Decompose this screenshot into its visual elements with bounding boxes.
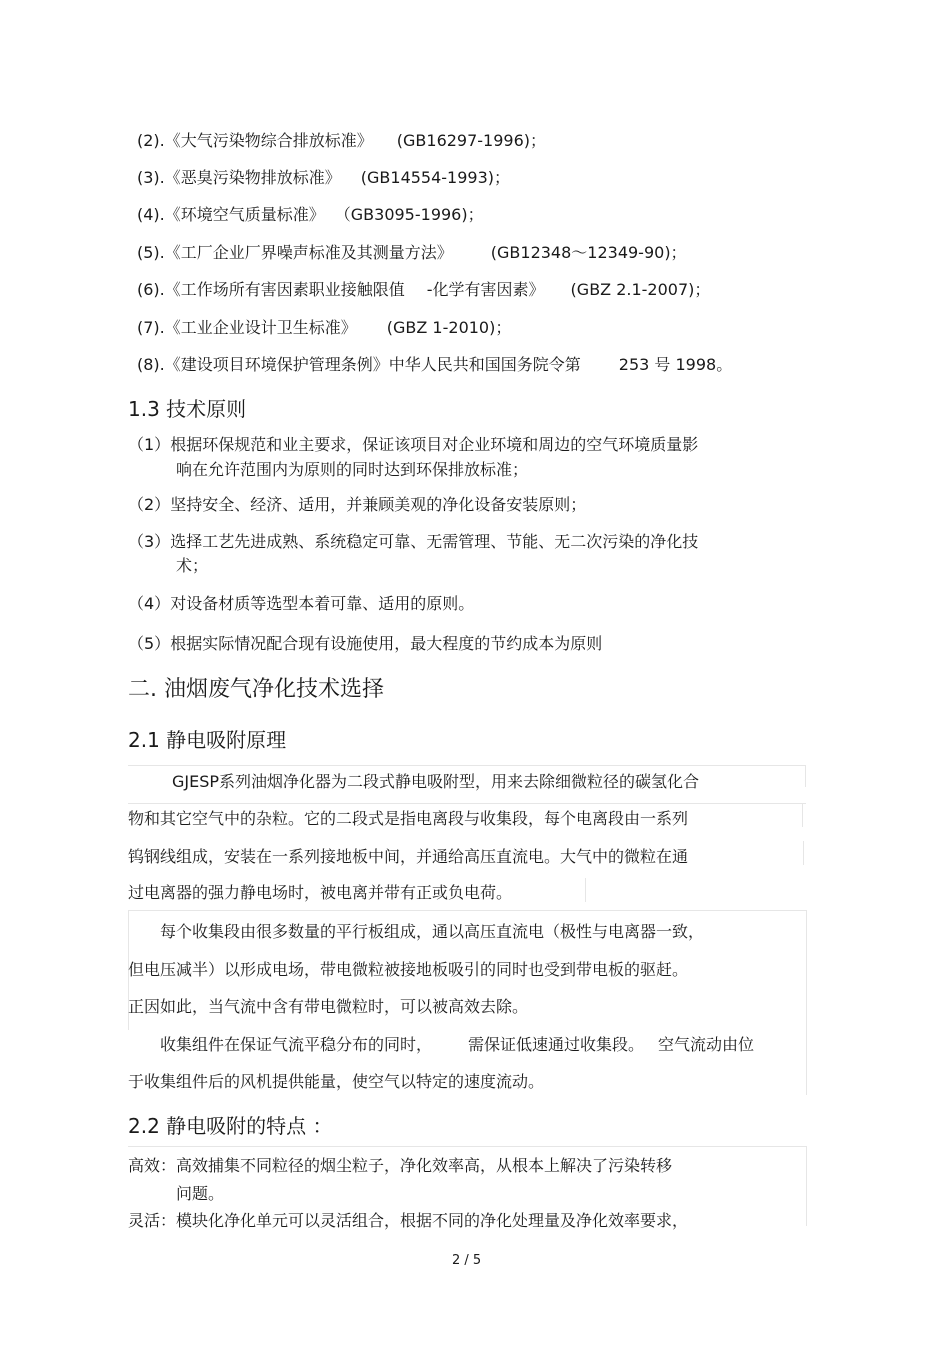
section-heading-1-3: 1.3 技术原则 [128, 397, 247, 421]
feature-item: 灵活：模块化净化单元可以灵活组合，根据不同的净化处理量及净化效率要求， [128, 1211, 689, 1230]
frame-line [802, 803, 803, 827]
standard-item: (6).《工作场所有害因素职业接触限值 -化学有害因素》 (GBZ 2.1-2007)； [137, 280, 711, 299]
frame-line [128, 765, 806, 766]
principle-item-continuation: 响在允许范围内为原则的同时达到环保排放标准； [176, 460, 529, 479]
principle-item: （4）对设备材质等选型本着可靠、适用的原则。 [128, 594, 475, 613]
paragraph-line: 于收集组件后的风机提供能量，使空气以特定的速度流动。 [128, 1072, 545, 1091]
frame-line [128, 803, 806, 804]
feature-item-continuation: 问题。 [176, 1184, 225, 1203]
chapter-heading-2: 二. 油烟废气净化技术选择 [128, 677, 384, 702]
paragraph-line: 物和其它空气中的杂粒。它的二段式是指电离段与收集段，每个电离段由一系列 [128, 809, 689, 828]
feature-item: 高效：高效捕集不同粒径的烟尘粒子，净化效率高，从根本上解决了污染转移 [128, 1156, 673, 1175]
standard-item: (2).《大气污染物综合排放标准》 (GB16297-1996)； [137, 131, 547, 150]
frame-line [585, 878, 586, 902]
frame-line [806, 910, 807, 1095]
paragraph-line: 但电压减半）以形成电场，带电微粒被接地板吸引的同时也受到带电板的驱赶。 [128, 960, 689, 979]
paragraph-line: 收集组件在保证气流平稳分布的同时， 需保证低速通过收集段。 空气流动由位 [160, 1035, 755, 1054]
paragraph-line: 每个收集段由很多数量的平行板组成，通以高压直流电（极性与电离器一致， [160, 922, 705, 941]
page-number: 2 / 5 [452, 1253, 482, 1268]
standard-item: (4).《环境空气质量标准》 （GB3095-1996)； [137, 205, 484, 224]
section-heading-2-2: 2.2 静电吸附的特点 ： [128, 1114, 333, 1138]
frame-line [128, 910, 806, 911]
frame-line [805, 765, 806, 787]
frame-line [806, 1146, 807, 1226]
principle-item: （3）选择工艺先进成熟、系统稳定可靠、无需管理、节能、无二次污染的净化技 [128, 532, 699, 551]
standard-item: (5).《工厂企业厂界噪声标准及其测量方法》 (GB12348～12349-90)； [137, 243, 687, 262]
standard-item: (8).《建设项目环境保护管理条例》中华人民共和国国务院令第 253 号 1998。 [137, 355, 733, 374]
standard-item: (3).《恶臭污染物排放标准》 (GB14554-1993)； [137, 168, 511, 187]
principle-item-continuation: 术； [176, 556, 209, 575]
standard-item: (7).《工业企业设计卫生标准》 (GBZ 1-2010)； [137, 318, 512, 337]
principle-item: （1）根据环保规范和业主要求，保证该项目对企业环境和周边的空气环境质量影 [128, 435, 699, 454]
paragraph-line: 正因如此，当气流中含有带电微粒时，可以被高效去除。 [128, 997, 529, 1016]
section-heading-2-1: 2.1 静电吸附原理 [128, 728, 287, 752]
frame-line [128, 1146, 806, 1147]
paragraph-line: 钨钢线组成，安装在一系列接地板中间，并通给高压直流电。大气中的微粒在通 [128, 847, 689, 866]
principle-item: （5）根据实际情况配合现有设施使用，最大程度的节约成本为原则 [128, 634, 603, 653]
paragraph-line: 过电离器的强力静电场时，被电离并带有正或负电荷。 [128, 883, 513, 902]
frame-line [803, 841, 804, 865]
principle-item: （2）坚持安全、经济、适用，并兼顾美观的净化设备安装原则； [128, 495, 587, 514]
paragraph-line: GJESP系列油烟净化器为二段式静电吸附型，用来去除细微粒径的碳氢化合 [172, 772, 700, 791]
